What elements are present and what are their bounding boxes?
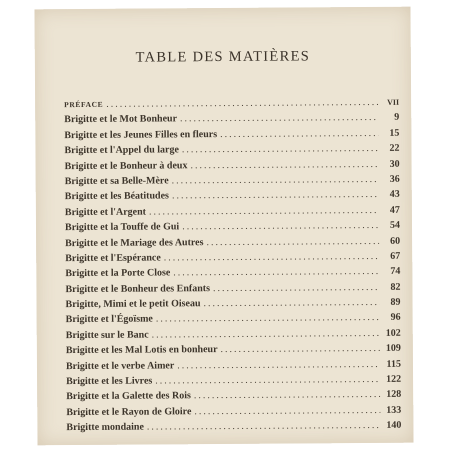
dot-leader	[220, 128, 378, 140]
toc-entry-title: Brigitte et le Mariage des Autres	[65, 236, 204, 249]
toc-entry-title: Brigitte et l'Appel du large	[64, 144, 179, 157]
toc-entry-title: Brigitte et sa Belle-Mère	[64, 175, 169, 188]
dot-leader	[155, 374, 380, 387]
toc-entry-title: Brigitte et le Mot Bonheur	[64, 113, 178, 126]
dot-leader	[177, 359, 380, 371]
toc-entry-title: Brigitte et la Porte Close	[65, 267, 171, 280]
toc-entry-page: 89	[390, 296, 401, 308]
toc-entry-page: 122	[386, 373, 402, 385]
dot-leader	[213, 282, 380, 294]
dot-leader	[152, 328, 380, 341]
toc-entry-title: Brigitte et l'Égoïsme	[65, 313, 153, 326]
toc-entry-title: Brigitte et le Rayon de Gloire	[66, 406, 192, 418]
toc-entry-page: 96	[390, 312, 401, 324]
toc-entry-title: Brigitte sur le Banc	[65, 329, 149, 341]
dot-leader	[180, 112, 378, 124]
toc-entry-page: 102	[385, 327, 401, 339]
dot-leader	[172, 189, 379, 201]
toc-entry-page: 54	[389, 219, 401, 231]
toc-entry-page: 60	[390, 235, 401, 247]
toc-entry-page: 15	[389, 127, 400, 139]
toc-entry-page: 82	[390, 281, 401, 293]
dot-leader	[164, 251, 380, 264]
toc-entry-page: 47	[389, 204, 400, 216]
dot-leader	[203, 297, 379, 309]
toc-entry-page: 74	[390, 266, 401, 278]
dot-leader	[220, 343, 379, 355]
toc-entry-page: 115	[386, 358, 402, 370]
toc-entry-title: Brigitte et les Jeunes Filles en fleurs	[64, 128, 218, 141]
toc-entry-title: PRÉFACE	[64, 99, 104, 110]
toc-entry-title: Brigitte et le Bonheur à deux	[64, 159, 188, 172]
toc-entry-title: Brigitte et le Bonheur des Enfants	[65, 282, 211, 295]
dot-leader	[194, 389, 380, 401]
toc-entry-title: Brigitte et la Galette des Rois	[66, 390, 191, 403]
toc-entry-page: 128	[386, 389, 402, 401]
dot-leader	[106, 97, 378, 110]
dot-leader	[149, 205, 379, 218]
toc-entry-page: 22	[389, 142, 400, 155]
toc-entry-title: Brigitte et l'Espérance	[65, 252, 161, 265]
dot-leader	[182, 143, 379, 155]
dot-leader	[147, 420, 381, 433]
toc-entry-page: 140	[386, 419, 402, 432]
dot-leader	[172, 174, 379, 186]
toc-entry-title: Brigitte et les Béatitudes	[64, 190, 169, 203]
book-page	[34, 7, 413, 446]
toc-entry	[66, 420, 401, 438]
dot-leader	[156, 312, 380, 325]
toc-entry-title: Brigitte mondaine	[66, 421, 144, 434]
toc-entry-page: VII	[387, 97, 400, 107]
toc-entry-title: Brigitte, Mimi et le petit Oiseau	[65, 298, 201, 311]
toc-entry-page: 36	[389, 173, 400, 185]
toc-entry-title: Brigitte et l'Argent	[64, 206, 147, 218]
toc-entry-title: Brigitte et les Livres	[66, 375, 153, 388]
table-of-contents	[64, 97, 401, 438]
page-title: TABLE DES MATIÈRES	[135, 48, 311, 66]
toc-entry-page: 109	[385, 343, 401, 355]
dot-leader	[182, 220, 379, 232]
dot-leader	[190, 158, 378, 170]
toc-entry-page: 9	[394, 112, 400, 124]
dot-leader	[173, 266, 379, 278]
toc-entry-page: 67	[390, 250, 401, 262]
toc-entry-title: Brigitte et la Touffe de Gui	[64, 221, 180, 234]
toc-entry-page: 30	[389, 158, 400, 170]
toc-entry-page: 43	[389, 189, 400, 201]
toc-entry-title: Brigitte et les Mal Lotis en bonheur	[65, 344, 218, 357]
dot-leader	[206, 235, 379, 247]
toc-entry-title: Brigitte et le verbe Aimer	[65, 359, 175, 372]
toc-entry-page: 133	[386, 404, 402, 416]
dot-leader	[194, 405, 380, 417]
